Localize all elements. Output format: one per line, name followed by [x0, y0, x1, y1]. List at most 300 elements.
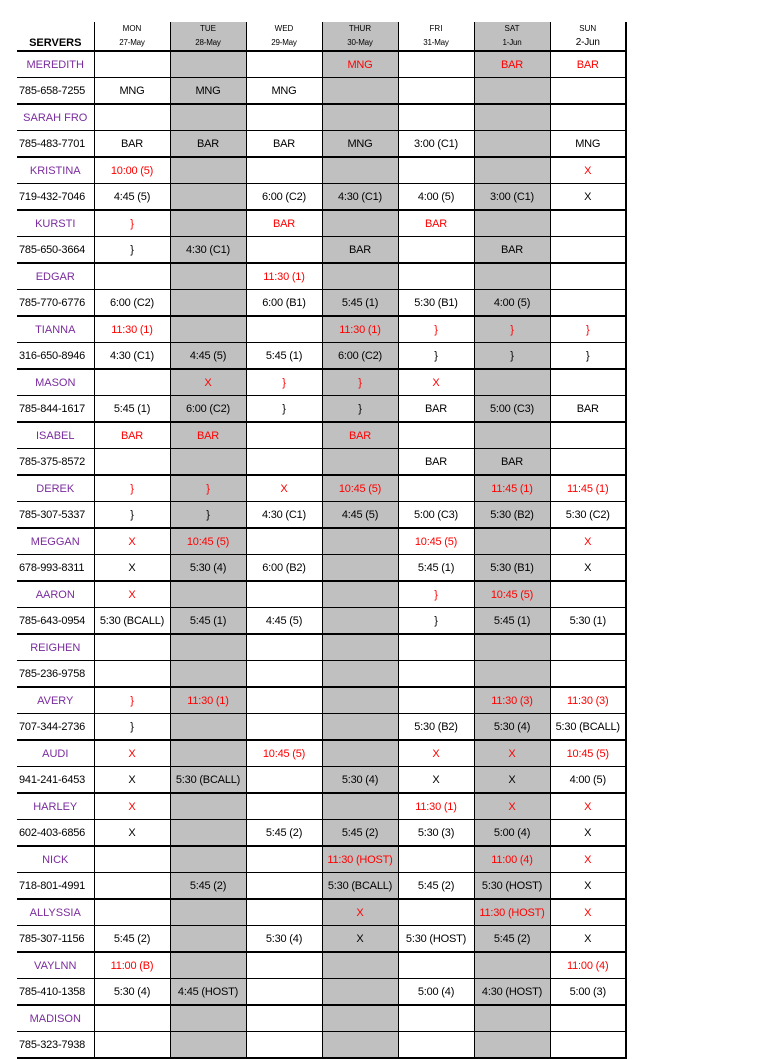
shift-cell-fri — [398, 422, 474, 449]
server-row-bottom — [17, 714, 626, 741]
shift-cell-wed — [246, 51, 322, 78]
server-name: MASON — [17, 369, 94, 396]
shift-cell-fri: X — [398, 740, 474, 767]
shift-cell-tue — [170, 793, 246, 820]
shift-cell-sat: X — [474, 740, 550, 767]
shift-cell-wed — [246, 581, 322, 608]
shift-cell-sun: 10:45 (5) — [550, 740, 626, 767]
shift-cell-sun — [550, 263, 626, 290]
date-header-mon: 27-May — [94, 35, 170, 51]
shift-cell-sat: 5:45 (1) — [474, 608, 550, 635]
day-header-thur: THUR — [322, 22, 398, 35]
day-header-mon: MON — [94, 22, 170, 35]
shift-cell-sun: 4:00 (5) — [550, 767, 626, 794]
shift-cell-fri: 5:45 (1) — [398, 555, 474, 582]
shift-cell-thur: 6:00 (C2) — [322, 343, 398, 370]
shift-cell-mon: } — [94, 714, 170, 741]
server-name: ISABEL — [17, 422, 94, 449]
server-row-bottom — [17, 502, 626, 529]
date-header-thur: 30-May — [322, 35, 398, 51]
server-phone: 785-770-6776 — [17, 290, 94, 317]
shift-cell-sun: 11:00 (4) — [550, 952, 626, 979]
server-row-top — [17, 899, 626, 926]
shift-cell-fri: 10:45 (5) — [398, 528, 474, 555]
server-row-top — [17, 846, 626, 873]
shift-cell-mon: } — [94, 237, 170, 264]
shift-cell-tue: 4:45 (HOST) — [170, 979, 246, 1006]
shift-cell-wed — [246, 661, 322, 688]
shift-cell-sat: 11:30 (HOST) — [474, 899, 550, 926]
shift-cell-tue — [170, 263, 246, 290]
shift-cell-sun: 11:30 (3) — [550, 687, 626, 714]
server-row-bottom — [17, 449, 626, 476]
shift-cell-sat — [474, 661, 550, 688]
shift-cell-wed — [246, 767, 322, 794]
shift-cell-fri — [398, 104, 474, 131]
shift-cell-tue — [170, 581, 246, 608]
shift-cell-fri: BAR — [398, 396, 474, 423]
servers-label: SERVERS — [17, 35, 94, 51]
shift-cell-sat — [474, 422, 550, 449]
date-row — [17, 35, 626, 51]
server-row-top — [17, 369, 626, 396]
shift-cell-wed — [246, 1005, 322, 1032]
shift-cell-tue — [170, 157, 246, 184]
server-name: KRISTINA — [17, 157, 94, 184]
schedule-body — [17, 22, 626, 1058]
shift-cell-fri — [398, 687, 474, 714]
server-row-top — [17, 475, 626, 502]
shift-cell-thur: 4:45 (5) — [322, 502, 398, 529]
server-row-top — [17, 157, 626, 184]
shift-cell-sun: X — [550, 899, 626, 926]
shift-cell-fri — [398, 475, 474, 502]
shift-cell-fri — [398, 899, 474, 926]
shift-cell-mon — [94, 1005, 170, 1032]
server-row-top — [17, 210, 626, 237]
shift-cell-thur — [322, 793, 398, 820]
shift-cell-mon: 4:45 (5) — [94, 184, 170, 211]
shift-cell-sun: 5:30 (1) — [550, 608, 626, 635]
shift-cell-wed — [246, 687, 322, 714]
shift-cell-sat — [474, 131, 550, 158]
shift-cell-mon — [94, 899, 170, 926]
server-phone: 941-241-6453 — [17, 767, 94, 794]
server-phone: 316-650-8946 — [17, 343, 94, 370]
server-name: MEREDITH — [17, 51, 94, 78]
server-name: DEREK — [17, 475, 94, 502]
shift-cell-wed: 11:30 (1) — [246, 263, 322, 290]
shift-cell-wed — [246, 899, 322, 926]
shift-cell-thur — [322, 1032, 398, 1059]
shift-cell-tue: 5:30 (BCALL) — [170, 767, 246, 794]
server-row-bottom — [17, 290, 626, 317]
shift-cell-sun: 5:30 (BCALL) — [550, 714, 626, 741]
shift-cell-fri — [398, 78, 474, 105]
shift-cell-fri: } — [398, 316, 474, 343]
shift-cell-mon: MNG — [94, 78, 170, 105]
shift-cell-wed: 5:45 (1) — [246, 343, 322, 370]
server-name: NICK — [17, 846, 94, 873]
shift-cell-wed — [246, 846, 322, 873]
shift-cell-tue: } — [170, 502, 246, 529]
server-row-bottom — [17, 979, 626, 1006]
shift-cell-thur: 4:30 (C1) — [322, 184, 398, 211]
shift-cell-thur — [322, 661, 398, 688]
shift-cell-sat — [474, 952, 550, 979]
server-phone: 785-643-0954 — [17, 608, 94, 635]
schedule-table — [17, 22, 627, 1059]
shift-cell-tue — [170, 449, 246, 476]
server-phone: 718-801-4991 — [17, 873, 94, 900]
shift-cell-sat: 3:00 (C1) — [474, 184, 550, 211]
shift-cell-mon: X — [94, 581, 170, 608]
shift-cell-mon: BAR — [94, 422, 170, 449]
shift-cell-wed: 10:45 (5) — [246, 740, 322, 767]
server-row-bottom — [17, 343, 626, 370]
shift-cell-tue: 11:30 (1) — [170, 687, 246, 714]
date-header-wed: 29-May — [246, 35, 322, 51]
shift-cell-thur — [322, 608, 398, 635]
shift-cell-sun: X — [550, 926, 626, 953]
shift-cell-sun: 11:45 (1) — [550, 475, 626, 502]
shift-cell-fri: 4:00 (5) — [398, 184, 474, 211]
shift-cell-tue — [170, 820, 246, 847]
shift-cell-wed: 4:45 (5) — [246, 608, 322, 635]
shift-cell-fri: 5:00 (4) — [398, 979, 474, 1006]
shift-cell-sat — [474, 369, 550, 396]
server-name: TIANNA — [17, 316, 94, 343]
shift-cell-wed: X — [246, 475, 322, 502]
shift-cell-tue: } — [170, 475, 246, 502]
shift-cell-wed — [246, 316, 322, 343]
shift-cell-sun — [550, 1032, 626, 1059]
shift-cell-mon: } — [94, 475, 170, 502]
shift-cell-sun: BAR — [550, 51, 626, 78]
shift-cell-sun — [550, 78, 626, 105]
shift-cell-thur — [322, 581, 398, 608]
shift-cell-sat: 5:00 (C3) — [474, 396, 550, 423]
shift-cell-sun: MNG — [550, 131, 626, 158]
shift-cell-thur: 5:30 (4) — [322, 767, 398, 794]
shift-cell-sat — [474, 157, 550, 184]
shift-cell-fri: 5:30 (3) — [398, 820, 474, 847]
server-row-top — [17, 952, 626, 979]
shift-cell-sat: X — [474, 767, 550, 794]
server-row-bottom — [17, 767, 626, 794]
date-header-fri: 31-May — [398, 35, 474, 51]
server-phone: 785-658-7255 — [17, 78, 94, 105]
shift-cell-wed — [246, 104, 322, 131]
server-name: MADISON — [17, 1005, 94, 1032]
shift-cell-wed — [246, 873, 322, 900]
shift-cell-mon: X — [94, 793, 170, 820]
shift-cell-mon: } — [94, 210, 170, 237]
shift-cell-thur — [322, 555, 398, 582]
shift-cell-fri — [398, 1005, 474, 1032]
server-phone: 785-375-8572 — [17, 449, 94, 476]
shift-cell-sat: } — [474, 343, 550, 370]
server-row-bottom — [17, 396, 626, 423]
shift-cell-sun: 5:00 (3) — [550, 979, 626, 1006]
shift-cell-wed: 6:00 (B1) — [246, 290, 322, 317]
server-row-top — [17, 316, 626, 343]
shift-cell-tue — [170, 290, 246, 317]
server-row-top — [17, 1005, 626, 1032]
shift-cell-fri: BAR — [398, 210, 474, 237]
shift-cell-thur: MNG — [322, 51, 398, 78]
shift-cell-mon — [94, 369, 170, 396]
server-row-bottom — [17, 184, 626, 211]
shift-cell-thur — [322, 979, 398, 1006]
shift-cell-thur: X — [322, 926, 398, 953]
shift-cell-mon — [94, 51, 170, 78]
shift-cell-sat: 5:30 (B2) — [474, 502, 550, 529]
shift-cell-fri: 5:00 (C3) — [398, 502, 474, 529]
shift-cell-tue — [170, 846, 246, 873]
server-name: REIGHEN — [17, 634, 94, 661]
shift-cell-sun: BAR — [550, 396, 626, 423]
shift-cell-sun: X — [550, 528, 626, 555]
shift-cell-wed — [246, 714, 322, 741]
date-header-sat: 1-Jun — [474, 35, 550, 51]
day-header-sat: SAT — [474, 22, 550, 35]
shift-cell-sat: 5:30 (HOST) — [474, 873, 550, 900]
server-phone: 719-432-7046 — [17, 184, 94, 211]
server-row-bottom — [17, 555, 626, 582]
shift-cell-tue — [170, 634, 246, 661]
server-row-top — [17, 528, 626, 555]
server-name: AVERY — [17, 687, 94, 714]
shift-cell-sat — [474, 104, 550, 131]
day-header-tue: TUE — [170, 22, 246, 35]
server-row-top — [17, 740, 626, 767]
shift-cell-mon: 4:30 (C1) — [94, 343, 170, 370]
shift-cell-sun — [550, 1005, 626, 1032]
shift-cell-wed — [246, 952, 322, 979]
shift-cell-mon: X — [94, 767, 170, 794]
server-row-top — [17, 687, 626, 714]
shift-cell-mon — [94, 846, 170, 873]
shift-cell-wed: 5:30 (4) — [246, 926, 322, 953]
shift-cell-thur — [322, 528, 398, 555]
shift-cell-tue — [170, 1005, 246, 1032]
shift-cell-sat: BAR — [474, 237, 550, 264]
shift-cell-sat: X — [474, 793, 550, 820]
server-name: EDGAR — [17, 263, 94, 290]
shift-cell-thur: 10:45 (5) — [322, 475, 398, 502]
shift-cell-sat — [474, 634, 550, 661]
shift-cell-tue — [170, 740, 246, 767]
shift-cell-tue — [170, 210, 246, 237]
shift-cell-thur — [322, 157, 398, 184]
shift-cell-tue — [170, 316, 246, 343]
shift-cell-tue — [170, 1032, 246, 1059]
shift-cell-tue: 5:30 (4) — [170, 555, 246, 582]
shift-cell-thur — [322, 104, 398, 131]
shift-cell-fri: } — [398, 581, 474, 608]
shift-cell-sat: BAR — [474, 449, 550, 476]
shift-cell-thur — [322, 210, 398, 237]
server-name: AARON — [17, 581, 94, 608]
shift-cell-mon: X — [94, 528, 170, 555]
shift-cell-fri: X — [398, 767, 474, 794]
shift-cell-fri: 5:30 (HOST) — [398, 926, 474, 953]
server-phone: 785-483-7701 — [17, 131, 94, 158]
server-row-bottom — [17, 237, 626, 264]
server-name: KURSTI — [17, 210, 94, 237]
shift-cell-thur: } — [322, 369, 398, 396]
server-row-top — [17, 793, 626, 820]
shift-cell-fri: 5:30 (B1) — [398, 290, 474, 317]
shift-cell-mon: 6:00 (C2) — [94, 290, 170, 317]
shift-cell-mon — [94, 263, 170, 290]
server-name: SARAH FRO — [17, 104, 94, 131]
server-name: AUDI — [17, 740, 94, 767]
shift-cell-thur: X — [322, 899, 398, 926]
shift-cell-thur: MNG — [322, 131, 398, 158]
shift-cell-thur — [322, 714, 398, 741]
shift-cell-tue: 5:45 (1) — [170, 608, 246, 635]
shift-cell-tue: BAR — [170, 131, 246, 158]
shift-cell-mon — [94, 634, 170, 661]
shift-cell-thur — [322, 740, 398, 767]
shift-cell-fri: X — [398, 369, 474, 396]
shift-cell-tue: 4:45 (5) — [170, 343, 246, 370]
shift-cell-thur — [322, 634, 398, 661]
shift-cell-fri: 5:45 (2) — [398, 873, 474, 900]
server-row-bottom — [17, 1032, 626, 1059]
shift-cell-sat — [474, 1032, 550, 1059]
shift-cell-tue: X — [170, 369, 246, 396]
server-name: VAYLNN — [17, 952, 94, 979]
server-row-top — [17, 263, 626, 290]
server-phone: 785-307-1156 — [17, 926, 94, 953]
shift-cell-mon: } — [94, 502, 170, 529]
server-row-top — [17, 581, 626, 608]
shift-cell-wed: MNG — [246, 78, 322, 105]
shift-cell-sat: 5:30 (4) — [474, 714, 550, 741]
server-name: MEGGAN — [17, 528, 94, 555]
server-row-bottom — [17, 608, 626, 635]
shift-cell-sat — [474, 1005, 550, 1032]
shift-cell-sat — [474, 263, 550, 290]
shift-cell-wed: } — [246, 396, 322, 423]
shift-cell-mon: 5:45 (1) — [94, 396, 170, 423]
shift-cell-thur — [322, 263, 398, 290]
shift-cell-sat: 11:30 (3) — [474, 687, 550, 714]
shift-cell-tue: 5:45 (2) — [170, 873, 246, 900]
shift-cell-sun — [550, 634, 626, 661]
server-row-top — [17, 104, 626, 131]
shift-cell-wed: BAR — [246, 210, 322, 237]
shift-cell-thur: BAR — [322, 237, 398, 264]
shift-cell-wed: 6:00 (C2) — [246, 184, 322, 211]
shift-cell-fri: 11:30 (1) — [398, 793, 474, 820]
shift-cell-tue — [170, 714, 246, 741]
day-header-wed: WED — [246, 22, 322, 35]
shift-cell-thur: 11:30 (1) — [322, 316, 398, 343]
shift-cell-mon — [94, 1032, 170, 1059]
shift-cell-mon — [94, 661, 170, 688]
shift-cell-thur — [322, 952, 398, 979]
shift-cell-sat: 5:30 (B1) — [474, 555, 550, 582]
server-phone: 785-844-1617 — [17, 396, 94, 423]
server-name: ALLYSSIA — [17, 899, 94, 926]
shift-cell-wed: BAR — [246, 131, 322, 158]
shift-cell-mon: 11:30 (1) — [94, 316, 170, 343]
shift-cell-fri — [398, 157, 474, 184]
server-row-bottom — [17, 820, 626, 847]
server-name: HARLEY — [17, 793, 94, 820]
shift-cell-sat: 11:45 (1) — [474, 475, 550, 502]
shift-cell-fri — [398, 846, 474, 873]
shift-cell-sun: X — [550, 846, 626, 873]
shift-cell-mon — [94, 449, 170, 476]
shift-cell-mon: } — [94, 687, 170, 714]
shift-cell-sat: 5:45 (2) — [474, 926, 550, 953]
shift-cell-fri — [398, 263, 474, 290]
server-phone: 785-650-3664 — [17, 237, 94, 264]
shift-cell-wed: 6:00 (B2) — [246, 555, 322, 582]
shift-cell-wed — [246, 157, 322, 184]
shift-cell-sat: 5:00 (4) — [474, 820, 550, 847]
shift-cell-wed — [246, 528, 322, 555]
shift-cell-fri — [398, 952, 474, 979]
server-phone: 678-993-8311 — [17, 555, 94, 582]
server-row-top — [17, 51, 626, 78]
shift-cell-wed: 4:30 (C1) — [246, 502, 322, 529]
shift-cell-thur: 5:30 (BCALL) — [322, 873, 398, 900]
shift-cell-sun: } — [550, 343, 626, 370]
shift-cell-mon: 11:00 (B) — [94, 952, 170, 979]
shift-cell-sun — [550, 581, 626, 608]
shift-cell-tue — [170, 104, 246, 131]
server-row-top — [17, 634, 626, 661]
shift-cell-tue: 4:30 (C1) — [170, 237, 246, 264]
shift-cell-thur: BAR — [322, 422, 398, 449]
shift-cell-fri — [398, 237, 474, 264]
shift-cell-sat: 11:00 (4) — [474, 846, 550, 873]
day-header-fri: FRI — [398, 22, 474, 35]
shift-cell-sun: 5:30 (C2) — [550, 502, 626, 529]
shift-cell-tue — [170, 899, 246, 926]
shift-cell-fri: } — [398, 608, 474, 635]
shift-cell-tue — [170, 926, 246, 953]
shift-cell-sat — [474, 528, 550, 555]
shift-cell-sun: } — [550, 316, 626, 343]
server-phone: 785-323-7938 — [17, 1032, 94, 1059]
server-row-bottom — [17, 131, 626, 158]
server-row-top — [17, 422, 626, 449]
shift-cell-mon: 5:30 (4) — [94, 979, 170, 1006]
server-phone: 602-403-6856 — [17, 820, 94, 847]
shift-cell-wed — [246, 634, 322, 661]
shift-cell-sat: 4:00 (5) — [474, 290, 550, 317]
shift-cell-mon: BAR — [94, 131, 170, 158]
shift-cell-sun: X — [550, 184, 626, 211]
server-phone: 785-236-9758 — [17, 661, 94, 688]
shift-cell-mon — [94, 873, 170, 900]
shift-cell-sun — [550, 104, 626, 131]
shift-cell-sun — [550, 422, 626, 449]
shift-cell-thur: 5:45 (2) — [322, 820, 398, 847]
shift-cell-thur — [322, 687, 398, 714]
shift-cell-fri — [398, 661, 474, 688]
shift-cell-wed: } — [246, 369, 322, 396]
shift-cell-mon: X — [94, 740, 170, 767]
shift-cell-mon: 10:00 (5) — [94, 157, 170, 184]
